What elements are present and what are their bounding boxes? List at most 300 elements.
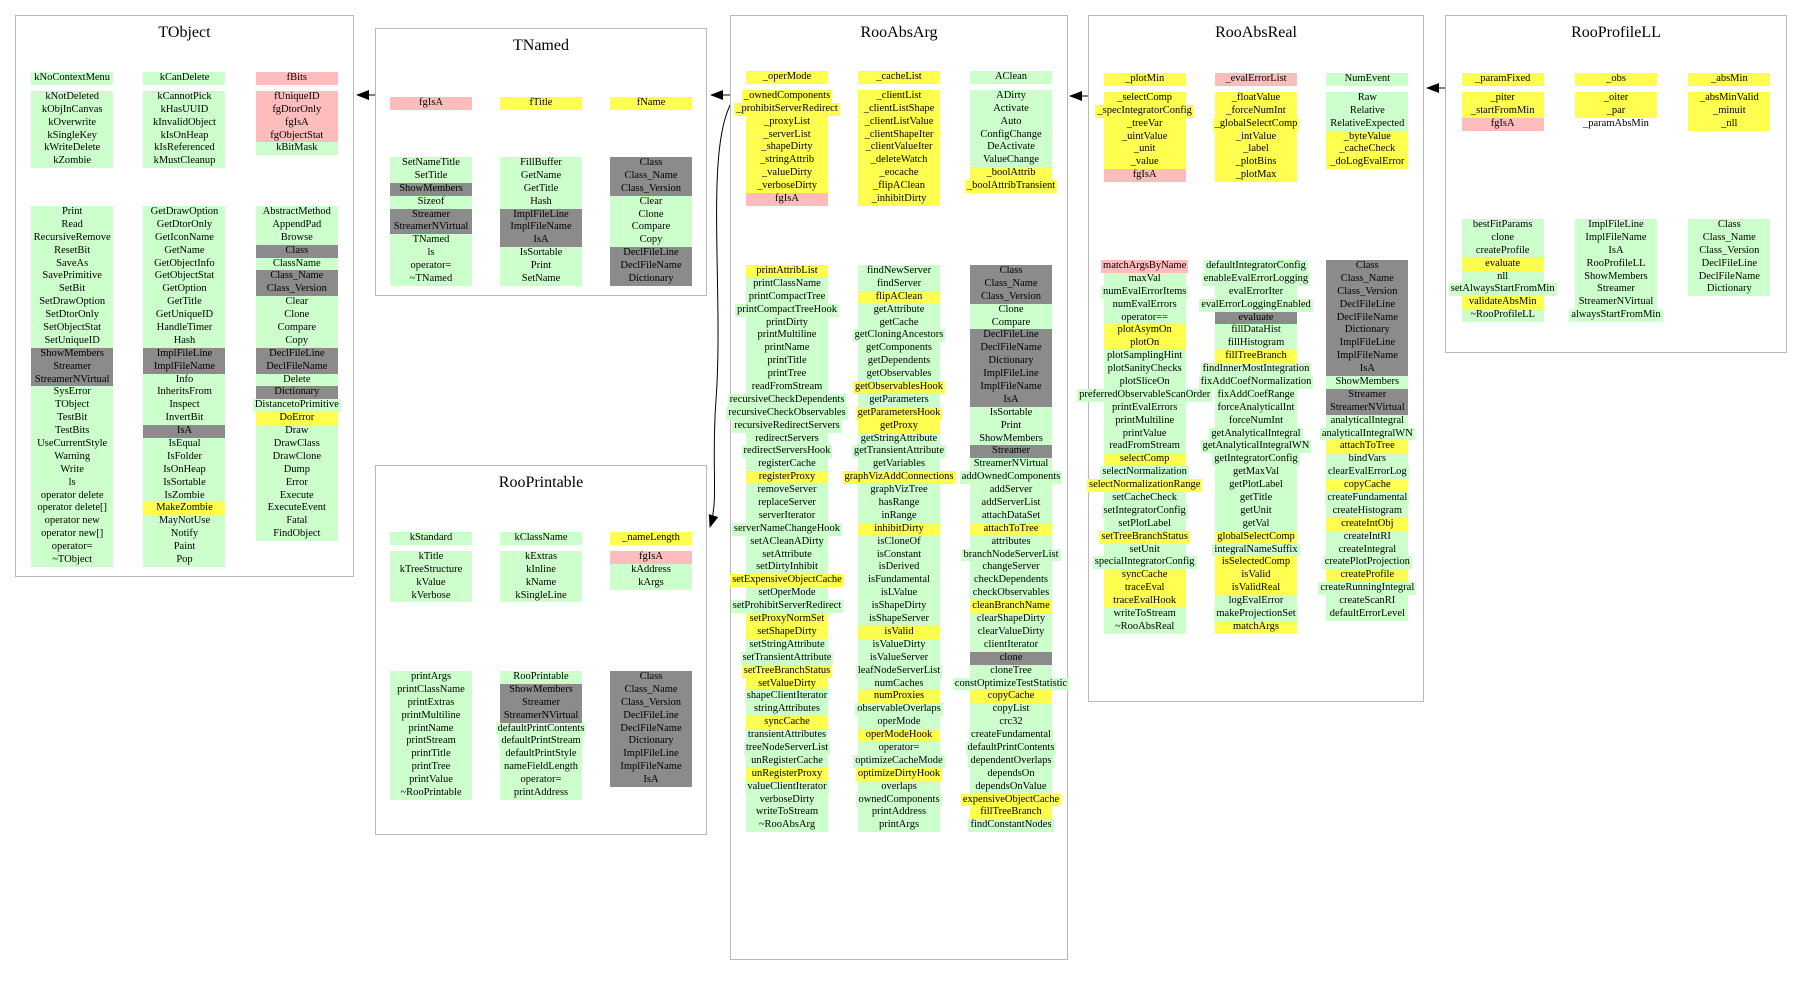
member-cell: readFromStream	[1104, 440, 1186, 453]
member-cell: plotSamplingHint	[1104, 350, 1186, 363]
member-cell: ~TNamed	[390, 273, 472, 286]
member-cell: setTransientAttribute	[742, 651, 832, 663]
member-cell: _absMin	[1688, 73, 1770, 86]
member-cell: branchNodeServerList	[963, 548, 1059, 560]
member-cell: FindObject	[256, 528, 338, 541]
member-cell: GetOption	[143, 283, 225, 296]
member-cell: printClassName	[746, 278, 828, 291]
member-cell: defaultPrintStyle	[500, 748, 582, 761]
member-cell: _nameLength	[610, 532, 692, 545]
methods-column	[376, 671, 486, 800]
member-cell: writeToStream	[746, 806, 828, 819]
member-cell: _shapeDirty	[746, 141, 828, 154]
member-cell: _plotMax	[1215, 169, 1297, 182]
member-cell: ConfigChange	[970, 129, 1052, 142]
member-cell: Dictionary	[970, 355, 1052, 368]
member-cell: getAnalyticalIntegral	[1211, 427, 1301, 439]
member-cell: setDirtyInhibit	[746, 561, 828, 574]
member-cell: Class_Name	[610, 684, 692, 697]
member-cell: AppendPad	[256, 219, 338, 232]
member-cell: bestFitParams	[1462, 219, 1544, 232]
member-cell: maxVal	[1104, 273, 1186, 286]
member-cell: Class_Name	[256, 270, 338, 283]
rooprofilell-methods-section	[1446, 219, 1786, 322]
member-cell: ImplFileName	[500, 221, 582, 234]
member-cell: RooPrintable	[500, 671, 582, 684]
member-cell: printClassName	[390, 684, 472, 697]
member-cell: isShapeDirty	[858, 600, 940, 613]
member-cell: Hash	[500, 196, 582, 209]
member-cell: MakeZombie	[143, 502, 225, 515]
member-cell: ownedComponents	[858, 793, 940, 805]
member-cell: Dictionary	[256, 386, 338, 399]
member-cell: clearValueDirty	[970, 626, 1052, 639]
member-cell: _deleteWatch	[858, 154, 940, 167]
member-cell: IsA	[610, 774, 692, 787]
rooabsarg-fields-section	[731, 71, 1067, 206]
member-cell: syncCache	[746, 716, 828, 729]
member-cell: observableOverlaps	[857, 703, 941, 715]
member-cell: fgIsA	[746, 193, 828, 206]
member-cell: copyCache	[970, 690, 1052, 703]
member-cell: IsA	[500, 234, 582, 247]
member-cell: IsSortable	[500, 247, 582, 260]
member-cell: getObservablesHook	[854, 381, 944, 393]
member-cell: Clear	[610, 196, 692, 209]
member-cell: integralNameSuffix	[1214, 543, 1298, 555]
member-cell: kCannotPick	[143, 91, 225, 104]
member-cell: fgIsA	[610, 551, 692, 564]
member-cell: copyList	[970, 703, 1052, 716]
methods-column	[128, 206, 240, 567]
member-cell: GetTitle	[500, 183, 582, 196]
member-cell: ShowMembers	[500, 684, 582, 697]
member-cell: Streamer	[390, 209, 472, 222]
member-cell: printValue	[1104, 428, 1186, 441]
member-cell: specialIntegratorConfig	[1094, 556, 1195, 568]
member-cell: operator=	[31, 541, 113, 554]
member-cell: getComponents	[858, 342, 940, 355]
member-cell: kInvalidObject	[143, 117, 225, 130]
member-cell: DeclFileName	[610, 260, 692, 273]
tobject-fields-section	[16, 72, 353, 168]
member-cell: setProxyNormSet	[746, 613, 828, 626]
member-cell: fName	[610, 97, 692, 110]
member-cell: selectNormalizationRange	[1088, 479, 1201, 491]
member-cell: Dump	[256, 464, 338, 477]
member-cell: SetTitle	[390, 170, 472, 183]
member-cell: printMultiline	[390, 710, 472, 723]
member-cell: _globalSelectComp	[1214, 117, 1298, 129]
member-cell: setProhibitServerRedirect	[732, 600, 842, 612]
member-cell: traceEval	[1104, 582, 1186, 595]
member-cell: bindVars	[1326, 453, 1408, 466]
member-cell: _operMode	[746, 71, 828, 84]
member-cell: dependsOnValue	[970, 781, 1052, 794]
member-cell: attributes	[970, 536, 1052, 549]
member-cell: ShowMembers	[1326, 376, 1408, 389]
member-cell: plotSliceOn	[1104, 376, 1186, 389]
member-cell: operator=	[500, 774, 582, 787]
member-cell: printTree	[746, 368, 828, 381]
member-cell: Dictionary	[1688, 283, 1770, 296]
member-cell: fgIsA	[1462, 118, 1544, 131]
member-cell: operator delete[]	[31, 502, 113, 515]
member-cell: _clientShapeIter	[858, 129, 940, 142]
member-cell: Relative	[1326, 105, 1408, 118]
member-cell: SetName	[500, 273, 582, 286]
member-cell: setOperMode	[746, 587, 828, 600]
member-cell: setShapeDirty	[746, 626, 828, 639]
member-cell: isSelectedComp	[1215, 556, 1297, 569]
member-cell: valueClientIterator	[747, 780, 827, 792]
member-cell: kTitle	[390, 551, 472, 564]
member-cell: GetObjectInfo	[143, 258, 225, 271]
member-cell: kName	[500, 577, 582, 590]
member-cell: unRegisterProxy	[746, 768, 828, 781]
member-cell: ~RooAbsReal	[1104, 621, 1186, 634]
member-cell: numCaches	[858, 678, 940, 691]
member-cell: operMode	[858, 716, 940, 729]
member-cell: getCache	[858, 317, 940, 330]
member-cell: _par	[1575, 105, 1657, 118]
member-cell: registerProxy	[746, 471, 828, 484]
member-cell: GetName	[143, 245, 225, 258]
member-cell: GetDrawOption	[143, 206, 225, 219]
member-cell: _uintValue	[1104, 131, 1186, 144]
member-cell: _flipAClean	[858, 180, 940, 193]
member-cell: ShowMembers	[970, 433, 1052, 446]
member-cell: setACleanADirty	[746, 536, 828, 549]
member-cell: Dictionary	[610, 735, 692, 748]
member-cell: Print	[500, 260, 582, 273]
member-cell: ImplFileName	[610, 761, 692, 774]
member-cell: defaultPrintContents	[497, 722, 585, 734]
member-cell: _cacheList	[858, 71, 940, 84]
member-cell: _clientList	[858, 90, 940, 103]
methods-column	[1079, 260, 1211, 634]
member-cell: cleanBranchName	[970, 600, 1052, 613]
fields-column	[128, 72, 240, 168]
member-cell: ~RooAbsArg	[746, 819, 828, 832]
member-cell: setTreeBranchStatus	[1101, 530, 1188, 542]
member-cell: Dictionary	[610, 273, 692, 286]
member-cell: printArgs	[858, 819, 940, 832]
member-cell: _label	[1215, 143, 1297, 156]
member-cell: recursiveRedirectServers	[734, 419, 840, 431]
member-cell: clientIterator	[970, 639, 1052, 652]
fields-column	[596, 532, 706, 602]
member-cell: isLValue	[858, 587, 940, 600]
member-cell: IsSortable	[970, 407, 1052, 420]
member-cell: _proxyList	[746, 116, 828, 129]
member-cell: clone	[970, 652, 1052, 665]
member-cell: defaultPrintContents	[967, 741, 1055, 753]
member-cell: kNotDeleted	[31, 91, 113, 104]
member-cell: kBitMask	[256, 142, 338, 155]
member-cell: _verboseDirty	[746, 180, 828, 193]
member-cell: getTitle	[1215, 492, 1297, 505]
member-cell: DeclFileName	[256, 361, 338, 374]
member-cell: operModeHook	[858, 729, 940, 742]
member-cell: kValue	[390, 577, 472, 590]
member-cell: kZombie	[31, 155, 113, 168]
member-cell: shapeClientIterator	[746, 690, 828, 702]
fields-column	[241, 72, 353, 168]
member-cell: ls	[390, 247, 472, 260]
member-cell: kIsReferenced	[143, 142, 225, 155]
member-cell: fgDtorOnly	[256, 104, 338, 117]
member-cell: _boolAttribTransient	[966, 180, 1056, 192]
member-cell: kExtras	[500, 551, 582, 564]
member-cell: _intValue	[1215, 131, 1297, 144]
member-cell: enableEvalErrorLogging	[1203, 272, 1309, 284]
member-cell: SetNameTitle	[390, 157, 472, 170]
member-cell: printDirty	[746, 317, 828, 330]
member-cell: DeclFileName	[970, 342, 1052, 355]
member-cell: fillTreeBranch	[970, 806, 1052, 819]
member-cell: findNewServer	[858, 265, 940, 278]
member-cell: IsA	[143, 425, 225, 438]
member-cell: unRegisterCache	[746, 755, 828, 768]
member-cell: ShowMembers	[31, 348, 113, 361]
fields-column	[1312, 73, 1423, 182]
member-cell: kAddress	[610, 564, 692, 577]
rooprintable-methods-section	[376, 671, 706, 800]
member-cell: kIsOnHeap	[143, 130, 225, 143]
member-cell: _nll	[1688, 118, 1770, 131]
member-cell: printArgs	[390, 671, 472, 684]
member-cell: getParameters	[858, 394, 940, 407]
member-cell: setTreeBranchStatus	[743, 664, 831, 676]
member-cell: inhibitDirty	[858, 523, 940, 536]
member-cell: kNoContextMenu	[31, 72, 113, 85]
methods-column	[728, 265, 846, 832]
member-cell: ~RooProfileLL	[1462, 309, 1544, 322]
member-cell: getVariables	[858, 458, 940, 471]
member-cell: isCloneOf	[858, 536, 940, 549]
tnamed-fields-section	[376, 97, 706, 110]
rooabsarg-methods-section	[728, 265, 1068, 832]
member-cell: ADirty	[970, 90, 1052, 103]
member-cell: fgIsA	[390, 97, 472, 110]
member-cell: Inspect	[143, 399, 225, 412]
member-cell: getStringAttribute	[858, 433, 940, 446]
member-cell: writeToStream	[1104, 608, 1186, 621]
rooabsreal-fields-section	[1089, 73, 1423, 182]
member-cell: treeNodeServerList	[745, 741, 829, 753]
member-cell: _unit	[1104, 143, 1186, 156]
member-cell: _plotBins	[1215, 156, 1297, 169]
member-cell: kInline	[500, 564, 582, 577]
member-cell: defaultErrorLevel	[1326, 608, 1408, 621]
member-cell: leafNodeServerList	[857, 664, 941, 676]
member-cell: attachToTree	[970, 523, 1052, 536]
member-cell: StreamerNVirtual	[390, 221, 472, 234]
member-cell: getObservables	[858, 368, 940, 381]
member-cell: nll	[1462, 271, 1544, 284]
member-cell: transientAttributes	[747, 729, 827, 741]
member-cell: operator=	[390, 260, 472, 273]
member-cell: getAttribute	[858, 304, 940, 317]
member-cell: printExtras	[390, 697, 472, 710]
member-cell: Clear	[256, 296, 338, 309]
member-cell: isFundamental	[858, 574, 940, 587]
member-cell: Compare	[256, 322, 338, 335]
member-cell: operator=	[858, 742, 940, 755]
member-cell: getCloningAncestors	[854, 329, 944, 341]
methods-column	[843, 265, 955, 832]
member-cell: fgIsA	[1104, 169, 1186, 182]
member-cell: operator new[]	[31, 528, 113, 541]
member-cell: getIntegratorConfig	[1214, 453, 1298, 465]
methods-column	[1200, 260, 1311, 634]
member-cell: ls	[31, 477, 113, 490]
member-cell: recursiveCheckObservables	[728, 406, 846, 418]
member-cell: kVerbose	[390, 590, 472, 603]
member-cell: analyticalIntegral	[1326, 415, 1408, 428]
member-cell: ImplFileLine	[143, 348, 225, 361]
member-cell: graphVizAddConnections	[844, 471, 954, 483]
member-cell: optimizeDirtyHook	[857, 767, 941, 779]
member-cell: getDependents	[858, 355, 940, 368]
member-cell: redirectServersHook	[743, 445, 831, 457]
member-cell: Class	[1326, 260, 1408, 273]
fields-column	[1200, 73, 1311, 182]
member-cell: kObjInCanvas	[31, 104, 113, 117]
member-cell: createFundamental	[971, 729, 1051, 741]
member-cell: ImplFileName	[970, 381, 1052, 394]
member-cell: Class_Version	[610, 697, 692, 710]
member-cell: plotOn	[1104, 337, 1186, 350]
member-cell: Notify	[143, 528, 225, 541]
rooprintable-fields-section	[376, 532, 706, 602]
member-cell: Class_Name	[1688, 232, 1770, 245]
member-cell: findConstantNodes	[970, 819, 1052, 831]
member-cell: Streamer	[1326, 389, 1408, 402]
member-cell: dependentOverlaps	[970, 754, 1052, 766]
member-cell: registerCache	[746, 458, 828, 471]
member-cell: crc32	[970, 716, 1052, 729]
member-cell: findInnerMostIntegration	[1202, 363, 1310, 375]
member-cell: _stringAttrib	[746, 154, 828, 167]
class-title-rooabsreal: RooAbsReal	[1215, 24, 1297, 41]
member-cell: Raw	[1326, 92, 1408, 105]
member-cell: IsSortable	[143, 477, 225, 490]
member-cell: GetDtorOnly	[143, 219, 225, 232]
member-cell: flipAClean	[858, 291, 940, 304]
member-cell: DeclFileLine	[610, 710, 692, 723]
member-cell: createPlotProjection	[1324, 556, 1410, 568]
fields-column	[486, 97, 596, 110]
class-box-tnamed	[375, 28, 707, 296]
member-cell: TestBit	[31, 412, 113, 425]
member-cell: printName	[746, 342, 828, 355]
member-cell: Pop	[143, 554, 225, 567]
member-cell: ShowMembers	[1575, 271, 1657, 284]
member-cell: fillDataHist	[1215, 324, 1297, 337]
member-cell: ClassName	[256, 258, 338, 271]
member-cell: fgObjectStat	[256, 130, 338, 143]
member-cell: getPlotLabel	[1215, 479, 1297, 492]
class-box-rooabsarg	[730, 15, 1068, 960]
member-cell: optimizeCacheMode	[855, 754, 943, 766]
member-cell: clearEvalErrorLog	[1327, 466, 1407, 478]
methods-column	[486, 157, 596, 286]
member-cell: traceEvalHook	[1104, 595, 1186, 608]
member-cell: Print	[31, 206, 113, 219]
member-cell: AbstractMethod	[256, 206, 338, 219]
member-cell: isValueDirty	[858, 639, 940, 652]
member-cell: DistancetoPrimitive	[254, 399, 339, 411]
member-cell: operator==	[1104, 312, 1186, 325]
member-cell: globalSelectComp	[1215, 531, 1297, 544]
member-cell: IsA	[1575, 245, 1657, 258]
member-cell: DeclFileLine	[610, 247, 692, 260]
fields-column	[1559, 73, 1672, 131]
member-cell: _prohibitServerRedirect	[736, 102, 838, 114]
member-cell: Warning	[31, 451, 113, 464]
member-cell: GetTitle	[143, 296, 225, 309]
member-cell: findServer	[858, 278, 940, 291]
member-cell: _clientValueIter	[858, 141, 940, 154]
member-cell: setUnit	[1104, 544, 1186, 557]
member-cell: Sizeof	[390, 196, 472, 209]
member-cell: _paramFixed	[1462, 73, 1544, 86]
member-cell: addServer	[970, 484, 1052, 497]
member-cell: StreamerNVirtual	[500, 710, 582, 723]
member-cell: SetBit	[31, 283, 113, 296]
member-cell: _value	[1104, 156, 1186, 169]
member-cell: createIntRI	[1326, 531, 1408, 544]
member-cell: Dictionary	[1326, 324, 1408, 337]
member-cell: kSingleKey	[31, 130, 113, 143]
member-cell: _evalErrorList	[1215, 73, 1297, 86]
member-cell: SysError	[31, 386, 113, 399]
member-cell: SetObjectStat	[31, 322, 113, 335]
member-cell: isConstant	[858, 549, 940, 562]
member-cell: fillHistogram	[1215, 337, 1297, 350]
member-cell: Class_Version	[610, 183, 692, 196]
member-cell: Class_Version	[970, 291, 1052, 304]
member-cell: logEvalError	[1215, 595, 1297, 608]
member-cell: fTitle	[500, 97, 582, 110]
member-cell: DoError	[256, 412, 338, 425]
member-cell: TestBits	[31, 425, 113, 438]
member-cell: fBits	[256, 72, 338, 85]
member-cell: createHistogram	[1326, 505, 1408, 518]
member-cell: _selectComp	[1104, 92, 1186, 105]
member-cell: createScanRI	[1326, 595, 1408, 608]
member-cell: stringAttributes	[746, 703, 828, 716]
member-cell: fixAddCoefNormalization	[1200, 376, 1312, 388]
member-cell: forceNumInt	[1215, 415, 1297, 428]
member-cell: isShapeServer	[858, 613, 940, 626]
member-cell: checkDependents	[970, 574, 1052, 587]
member-cell: readFromStream	[746, 381, 828, 394]
member-cell: fixAddCoefRange	[1215, 389, 1297, 402]
member-cell: ImplFileLine	[500, 209, 582, 222]
member-cell: kTreeStructure	[390, 564, 472, 577]
member-cell: Clone	[256, 309, 338, 322]
member-cell: createRunningIntegral	[1320, 582, 1415, 594]
methods-column	[596, 157, 706, 286]
member-cell: Clone	[970, 304, 1052, 317]
member-cell: printAddress	[500, 787, 582, 800]
member-cell: Error	[256, 477, 338, 490]
member-cell: selectComp	[1104, 453, 1186, 466]
member-cell: clone	[1462, 232, 1544, 245]
